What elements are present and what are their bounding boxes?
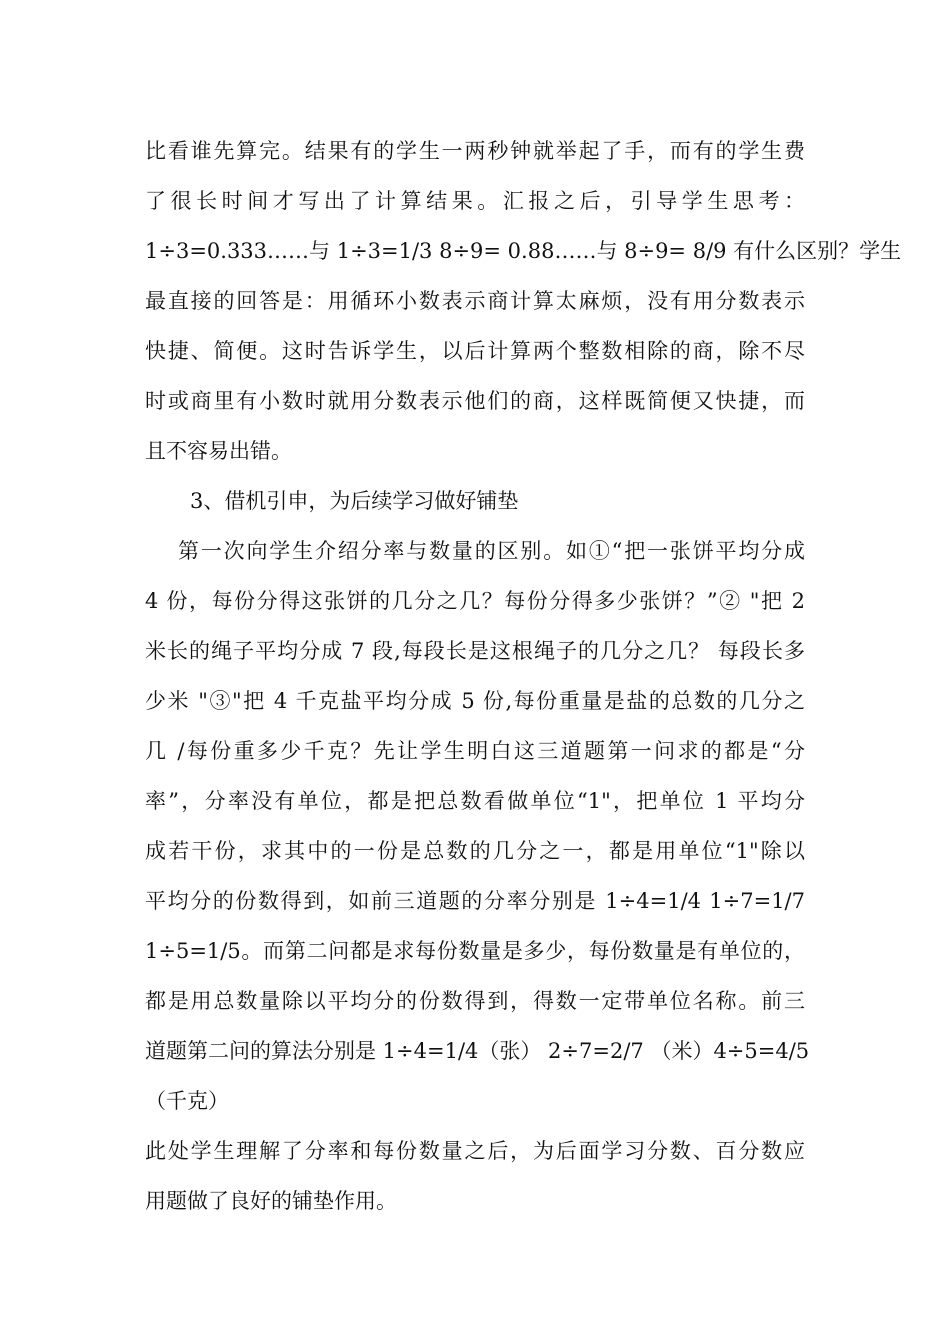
text-line: 了很长时间才写出了计算结果。汇报之后，引导学生思考：: [145, 189, 805, 213]
text-line: 时或商里有小数时就用分数表示他们的商，这样既简便又快捷，而: [145, 389, 805, 413]
text-line: 第一次向学生介绍分率与数量的区别。如①“把一张饼平均分成: [178, 539, 805, 563]
text-line: 平均分的份数得到，如前三道题的分率分别是 1÷4=1/4 1÷7=1/7: [145, 889, 805, 913]
text-line: 最直接的回答是：用循环小数表示商计算太麻烦，没有用分数表示: [145, 289, 805, 313]
text-line: 4 份，每份分得这张饼的几分之几？每份分得多少张饼？”② "把 2: [145, 589, 805, 613]
text-line: （千克）: [145, 1089, 229, 1113]
text-line: 快捷、简便。这时告诉学生，以后计算两个整数相除的商，除不尽: [145, 339, 805, 363]
text-line: 且不容易出错。: [145, 439, 292, 463]
text-line: 1÷3=0.333……与 1÷3=1/3 8÷9= 0.88……与 8÷9= 8/9 有什么区别？学生: [145, 239, 902, 263]
text-line: 成若干份，求其中的一份是总数的几分之一，都是用单位“1"除以: [145, 839, 805, 863]
text-line: 率”，分率没有单位，都是把总数看做单位“1"，把单位 1 平均分: [145, 789, 805, 813]
text-line: 少米 "③"把 4 千克盐平均分成 5 份,每份重量是盐的总数的几分之: [145, 689, 805, 713]
text-line: 1÷5=1/5。而第二问都是求每份数量是多少，每份数量是有单位的，: [145, 939, 805, 963]
text-line: 道题第二问的算法分别是 1÷4=1/4（张） 2÷7=2/7 （米）4÷5=4/5: [145, 1039, 810, 1063]
text-line: 几 /每份重多少千克？先让学生明白这三道题第一问求的都是“分: [145, 739, 805, 763]
text-line: 米长的绳子平均分成 7 段,每段长是这根绳子的几分之几？ 每段长多: [145, 639, 805, 663]
text-line: 比看谁先算完。结果有的学生一两秒钟就举起了手，而有的学生费: [145, 139, 805, 163]
section-heading: 3、借机引申，为后续学习做好铺垫: [190, 489, 519, 513]
text-line: 用题做了良好的铺垫作用。: [145, 1189, 397, 1213]
text-line: 都是用总数量除以平均分的份数得到，得数一定带单位名称。前三: [145, 989, 805, 1013]
text-line: 此处学生理解了分率和每份数量之后，为后面学习分数、百分数应: [145, 1139, 805, 1163]
